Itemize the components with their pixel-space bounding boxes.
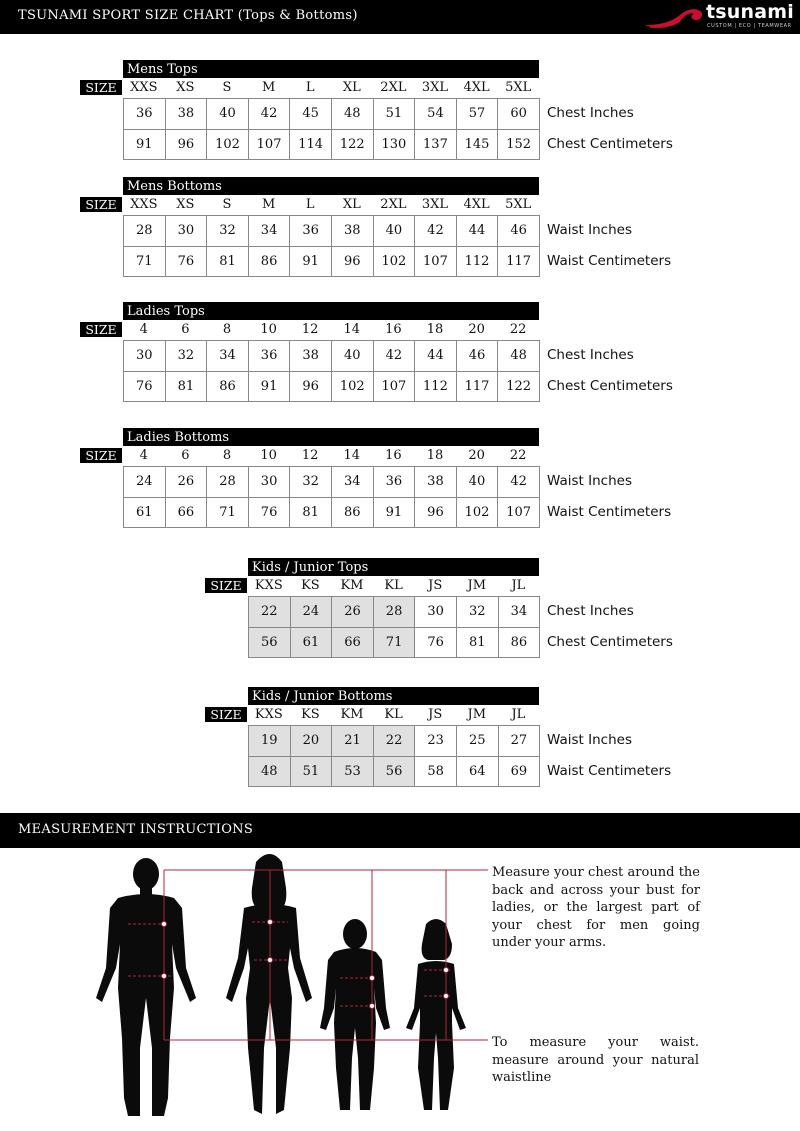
size-header: 16 <box>385 448 402 463</box>
size-header: 4 <box>139 322 148 337</box>
size-label: SIZE <box>80 322 122 337</box>
woman-silhouette <box>226 854 312 1114</box>
table-cell: 61 <box>291 628 333 659</box>
size-header: 5XL <box>505 197 532 212</box>
table-cell: 81 <box>457 628 499 659</box>
table-cell: 152 <box>498 130 540 161</box>
table-cell: 145 <box>457 130 499 161</box>
table-cell: 32 <box>290 467 332 498</box>
size-header: KL <box>384 578 403 593</box>
table-cell: 86 <box>249 247 291 278</box>
size-header: KS <box>301 707 320 722</box>
measurement-grid <box>123 98 540 160</box>
table-cell: 122 <box>498 372 540 403</box>
measurement-title: MEASUREMENT INSTRUCTIONS <box>18 822 254 837</box>
table-cell: 76 <box>124 372 166 403</box>
table-cell: 28 <box>124 216 166 247</box>
table-row <box>249 597 540 628</box>
row-label: Waist Centimeters <box>547 252 672 269</box>
size-header: M <box>261 80 276 95</box>
table-cell: 24 <box>291 597 333 628</box>
man-silhouette <box>96 858 196 1116</box>
boy-silhouette <box>320 919 390 1110</box>
size-header: M <box>261 197 276 212</box>
table-cell: 45 <box>290 99 332 130</box>
table-cell: 38 <box>166 99 208 130</box>
table-cell: 71 <box>207 498 249 529</box>
size-header: 14 <box>343 322 361 337</box>
table-cell: 64 <box>457 757 499 788</box>
table-cell: 34 <box>332 467 374 498</box>
table-title: Kids / Junior Tops <box>248 558 539 576</box>
size-header: 6 <box>181 448 190 463</box>
table-cell: 76 <box>249 498 291 529</box>
table-cell: 46 <box>498 216 540 247</box>
table-row <box>124 341 540 372</box>
table-cell: 58 <box>415 757 457 788</box>
table-cell: 48 <box>249 757 291 788</box>
table-cell: 91 <box>374 498 416 529</box>
table-cell: 20 <box>291 726 333 757</box>
size-header: JM <box>467 707 487 722</box>
table-row <box>124 247 540 278</box>
size-header: 4XL <box>463 80 490 95</box>
table-row <box>124 99 540 130</box>
size-header: 3XL <box>421 80 449 95</box>
table-cell: 96 <box>415 498 457 529</box>
table-cell: 51 <box>374 99 416 130</box>
table-cell: 91 <box>124 130 166 161</box>
size-header: 4XL <box>463 197 490 212</box>
table-cell: 42 <box>374 341 416 372</box>
row-label: Chest Inches <box>547 347 634 363</box>
row-label: Waist Inches <box>547 732 632 748</box>
table-cell: 40 <box>207 99 249 130</box>
table-cell: 19 <box>249 726 291 757</box>
table-cell: 22 <box>374 726 416 757</box>
table-cell: 60 <box>498 99 540 130</box>
table-cell: 32 <box>166 341 208 372</box>
size-header: XS <box>176 197 195 212</box>
table-cell: 30 <box>124 341 166 372</box>
table-cell: 81 <box>166 372 208 403</box>
size-header: 18 <box>426 448 444 463</box>
size-header: KM <box>340 707 364 722</box>
table-cell: 114 <box>290 130 332 161</box>
table-cell: 44 <box>415 341 457 372</box>
table-cell: 107 <box>374 372 416 403</box>
wave-logo-icon <box>640 3 706 31</box>
table-cell: 54 <box>415 99 457 130</box>
table-cell: 107 <box>415 247 457 278</box>
table-cell: 26 <box>332 597 374 628</box>
size-header: JM <box>467 578 487 593</box>
table-title: Mens Tops <box>123 60 539 78</box>
measurement-grid <box>123 466 540 528</box>
measurement-grid <box>123 215 540 277</box>
table-cell: 102 <box>457 498 499 529</box>
table-cell: 56 <box>249 628 291 659</box>
row-label: Waist Inches <box>547 473 632 489</box>
table-cell: 91 <box>290 247 332 278</box>
table-cell: 38 <box>332 216 374 247</box>
size-header: 3XL <box>421 197 449 212</box>
size-header: XL <box>342 80 361 95</box>
top-bar <box>0 0 800 34</box>
size-header: 2XL <box>380 197 407 212</box>
size-header: 5XL <box>505 80 532 95</box>
table-cell: 32 <box>207 216 249 247</box>
measurement-grid <box>123 340 540 402</box>
size-header: XL <box>342 197 361 212</box>
size-header: 2XL <box>380 80 407 95</box>
table-cell: 36 <box>249 341 291 372</box>
table-cell: 51 <box>291 757 333 788</box>
table-cell: 66 <box>166 498 208 529</box>
table-cell: 48 <box>332 99 374 130</box>
table-cell: 48 <box>498 341 540 372</box>
size-header: JS <box>428 578 443 593</box>
table-cell: 102 <box>332 372 374 403</box>
table-cell: 36 <box>124 99 166 130</box>
table-cell: 34 <box>207 341 249 372</box>
size-header: 10 <box>260 322 277 337</box>
row-label: Waist Centimeters <box>547 503 672 520</box>
table-cell: 102 <box>207 130 249 161</box>
size-header: 12 <box>301 448 319 463</box>
table-cell: 27 <box>499 726 541 757</box>
table-row <box>249 757 540 788</box>
size-header: XS <box>176 80 195 95</box>
size-header: KXS <box>254 707 283 722</box>
tsunami-logo <box>640 3 795 31</box>
table-cell: 96 <box>166 130 208 161</box>
table-cell: 117 <box>498 247 540 278</box>
table-row <box>124 130 540 161</box>
size-header: S <box>222 80 232 95</box>
table-cell: 107 <box>498 498 540 529</box>
table-cell: 42 <box>498 467 540 498</box>
size-header: KS <box>301 578 320 593</box>
table-cell: 117 <box>457 372 499 403</box>
table-cell: 23 <box>415 726 457 757</box>
row-label: Chest Centimeters <box>547 633 673 650</box>
table-title: Mens Bottoms <box>123 177 539 195</box>
size-label: SIZE <box>80 80 122 95</box>
table-title: Ladies Tops <box>123 302 539 320</box>
size-header: 12 <box>301 322 319 337</box>
size-header: 18 <box>426 322 444 337</box>
table-cell: 96 <box>332 247 374 278</box>
table-cell: 69 <box>499 757 541 788</box>
table-cell: 86 <box>499 628 541 659</box>
table-cell: 25 <box>457 726 499 757</box>
logo-tagline: CUSTOM | ECO | TEAMWEAR <box>707 23 792 29</box>
size-header: 6 <box>181 322 190 337</box>
table-cell: 28 <box>207 467 249 498</box>
table-cell: 76 <box>166 247 208 278</box>
logo-wordmark: tsunami <box>706 1 794 23</box>
measurement-grid <box>248 725 540 787</box>
table-title: Ladies Bottoms <box>123 428 539 446</box>
table-cell: 36 <box>290 216 332 247</box>
table-cell: 86 <box>207 372 249 403</box>
size-header: 20 <box>468 322 485 337</box>
table-cell: 102 <box>374 247 416 278</box>
size-label: SIZE <box>80 197 122 212</box>
size-label: SIZE <box>205 707 247 722</box>
measurement-bar <box>0 813 800 848</box>
table-cell: 137 <box>415 130 457 161</box>
page-title: TSUNAMI SPORT SIZE CHART (Tops & Bottoms) <box>18 8 358 23</box>
table-cell: 38 <box>290 341 332 372</box>
size-header: KXS <box>254 578 283 593</box>
table-row <box>249 726 540 757</box>
table-title: Kids / Junior Bottoms <box>248 687 539 705</box>
table-row <box>124 216 540 247</box>
table-cell: 86 <box>332 498 374 529</box>
size-header: 22 <box>509 448 527 463</box>
size-label: SIZE <box>205 578 247 593</box>
row-label: Chest Centimeters <box>547 377 673 394</box>
row-label: Waist Centimeters <box>547 762 672 779</box>
table-cell: 40 <box>374 216 416 247</box>
table-row <box>249 628 540 659</box>
table-cell: 112 <box>415 372 457 403</box>
table-cell: 38 <box>415 467 457 498</box>
measurement-grid <box>248 596 540 658</box>
table-cell: 66 <box>332 628 374 659</box>
size-header: 22 <box>509 322 527 337</box>
table-cell: 30 <box>415 597 457 628</box>
size-header: 8 <box>222 448 232 463</box>
table-cell: 30 <box>249 467 291 498</box>
size-header: XXS <box>130 197 158 212</box>
row-label: Chest Inches <box>547 603 634 619</box>
size-header: 16 <box>385 322 402 337</box>
size-header: JS <box>428 707 443 722</box>
table-cell: 36 <box>374 467 416 498</box>
table-row <box>124 372 540 403</box>
size-header: KM <box>340 578 364 593</box>
table-cell: 44 <box>457 216 499 247</box>
size-header: 8 <box>222 322 232 337</box>
table-cell: 21 <box>332 726 374 757</box>
table-cell: 26 <box>166 467 208 498</box>
girl-silhouette <box>406 919 466 1110</box>
table-cell: 32 <box>457 597 499 628</box>
table-cell: 42 <box>415 216 457 247</box>
size-header: KL <box>384 707 403 722</box>
table-cell: 40 <box>332 341 374 372</box>
size-header: 20 <box>468 448 485 463</box>
row-label: Chest Inches <box>547 105 634 121</box>
table-cell: 112 <box>457 247 499 278</box>
table-cell: 107 <box>249 130 291 161</box>
size-header: 10 <box>260 448 277 463</box>
size-header: JL <box>511 707 526 722</box>
table-cell: 56 <box>374 757 416 788</box>
size-header: L <box>305 197 315 212</box>
chest-instructions: Measure your chest around the back and across your bust for ladies, or the largest part of your chest for men going under your arms. <box>492 865 700 950</box>
waist-instructions: To measure your waist. measure around your natural waistline <box>492 1035 699 1085</box>
table-cell: 30 <box>166 216 208 247</box>
table-cell: 81 <box>207 247 249 278</box>
table-cell: 76 <box>415 628 457 659</box>
table-cell: 71 <box>374 628 416 659</box>
table-cell: 57 <box>457 99 499 130</box>
table-cell: 22 <box>249 597 291 628</box>
size-label: SIZE <box>80 448 122 463</box>
table-cell: 28 <box>374 597 416 628</box>
size-header: 4 <box>139 448 148 463</box>
table-row <box>124 467 540 498</box>
table-row <box>124 498 540 529</box>
table-cell: 24 <box>124 467 166 498</box>
table-cell: 61 <box>124 498 166 529</box>
table-cell: 40 <box>457 467 499 498</box>
row-label: Waist Inches <box>547 222 632 238</box>
table-cell: 96 <box>290 372 332 403</box>
row-label: Chest Centimeters <box>547 135 673 152</box>
table-cell: 46 <box>457 341 499 372</box>
table-cell: 81 <box>290 498 332 529</box>
size-header: JL <box>511 578 526 593</box>
table-cell: 34 <box>249 216 291 247</box>
table-cell: 91 <box>249 372 291 403</box>
table-cell: 42 <box>249 99 291 130</box>
table-cell: 53 <box>332 757 374 788</box>
size-header: S <box>222 197 232 212</box>
table-cell: 34 <box>499 597 541 628</box>
size-header: 14 <box>343 448 361 463</box>
size-header: L <box>305 80 315 95</box>
table-cell: 71 <box>124 247 166 278</box>
table-cell: 130 <box>374 130 416 161</box>
size-header: XXS <box>130 80 158 95</box>
table-cell: 122 <box>332 130 374 161</box>
